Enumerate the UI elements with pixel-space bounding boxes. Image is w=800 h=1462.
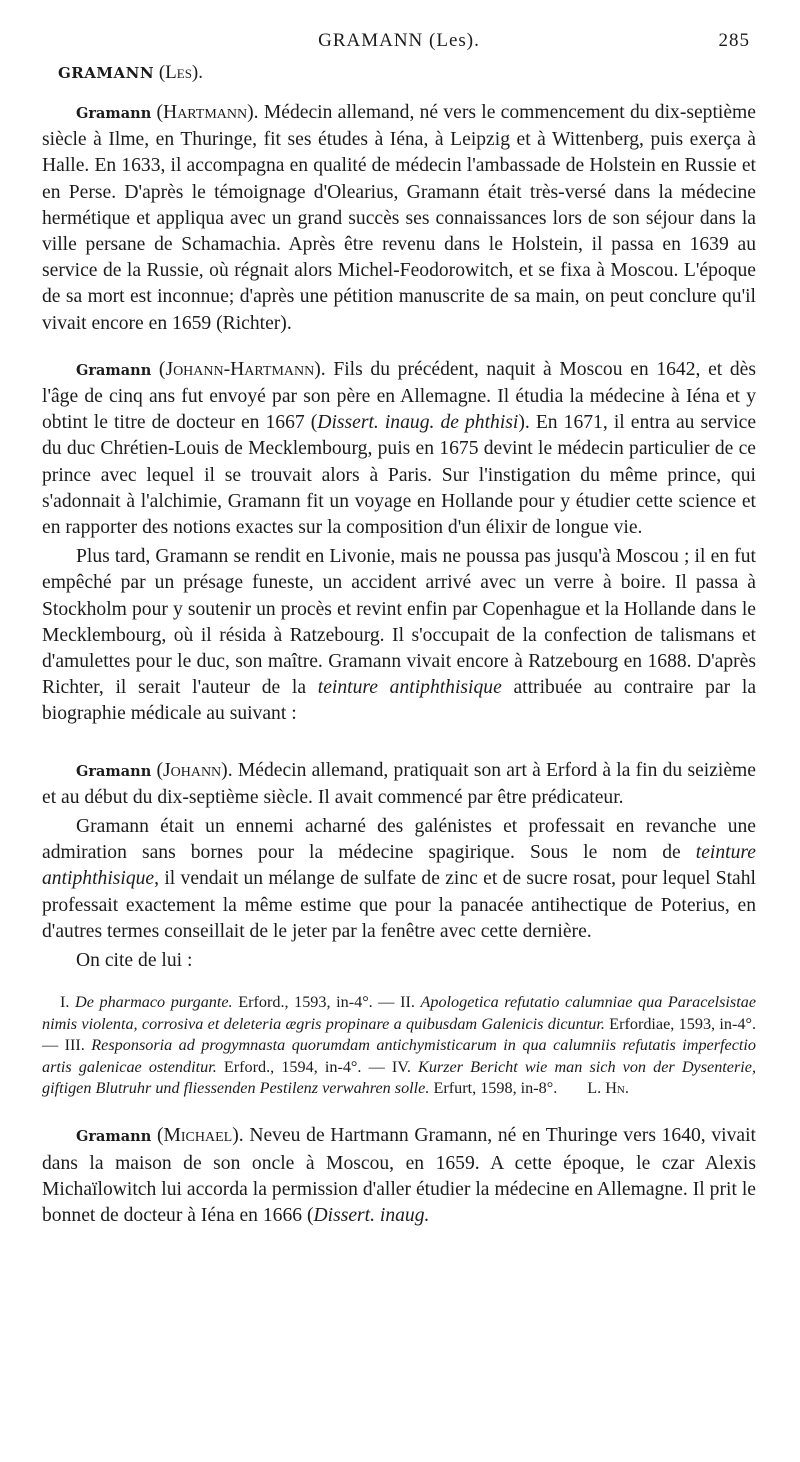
- entry-text: Médecin allemand, pratiquait son art à Erford à la fin du seizième et au début du dix-septième siècle. Il avait commencé par être prédicateur.: [42, 759, 756, 808]
- bib-title: Kurzer Bericht wie man sich von der Dysenterie, giftigen Blutruhr und fliessenden Pestilenz verwahren solle.: [42, 1057, 756, 1097]
- bib-title: De pharmaco purgante.: [75, 993, 233, 1012]
- bibliography: [42, 992, 756, 1099]
- entry-johann: [42, 758, 756, 1100]
- bib-imprint: Erfordiae, 1593, in-4°. — III.: [42, 1014, 756, 1055]
- entry-hartmann: [42, 100, 756, 337]
- bib-imprint: Erfurt, 1598, in-8°.: [429, 1078, 558, 1097]
- entry-text: , il vendait un mélange de sulfate de zinc et de sucre rosat, pour lequel Stahl professait exactement la même estime que pour la panacée antihectique de Poterius, en d'autres termes conseillait de le jeter par la fenêtre avec cette dernière.: [42, 868, 756, 942]
- entry-text: Médecin allemand, né vers le commencement du dix-septième siècle à Ilme, en Thuringe, fit ses études à Iéna, à Leipzig et à Wittenberg, puis exerça à Halle. En 1633, il accompagna en qualité de médecin l'ambassade de Holstein en Russie et en Perse. D'après le témoignage d'Olearius, Gramann était très-versé dans la médecine hermétique et appliqua avec un grand succès ses connaissances lors de son séjour dans la ville persane de Schamachia. Après être revenu dans le Holstein, il passa en 1639 au service de la Russie, où régnait alors Michel-Feodorowitch, et se fixa à Moscou. L'époque de sa mort est inconnue; d'après une pétition manuscrite de sa main, on peut conclure qu'il vivait encore en 1659 (Richter).: [42, 102, 756, 334]
- entry-paragraph: [42, 357, 756, 541]
- running-title: GRAMANN (Les).: [318, 30, 480, 51]
- emphasis-term: teinture antiphthisique: [317, 677, 502, 699]
- author-signature: L. Hn.: [587, 1078, 629, 1097]
- emphasis-term: teinture antiphthisique: [42, 842, 756, 890]
- bib-imprint: Erford., 1593, in-4°. — II.: [232, 993, 421, 1012]
- section-headword: GRAMANN: [58, 64, 155, 82]
- entry-paragraph: [42, 758, 756, 811]
- entry-johann-hartmann: [42, 357, 756, 728]
- entry-paragraph: [42, 814, 756, 945]
- entry-paragraph: [42, 1123, 756, 1229]
- entry-michael: [42, 1123, 756, 1229]
- entry-headword: Gramann: [76, 762, 152, 780]
- entry-text: attribuée au contraire par la biographie médicale au suivant :: [42, 677, 757, 725]
- entry-paragraph: [42, 544, 756, 727]
- entry-text: Fils du précédent, naquit à Moscou en 1642, et dès l'âge de cinq ans fut envoyé par son père en Allemagne. Il étudia la médecine à Iéna et y obtint le titre de docteur en 1667 (: [42, 358, 756, 434]
- entry-forename: (Johann-Hartmann).: [158, 358, 326, 380]
- running-head: [42, 28, 756, 60]
- entry-forename: (Hartmann).: [156, 102, 259, 123]
- page-number: 285: [718, 30, 750, 51]
- citation-title: Dissert. inaug. de phthisi: [317, 412, 519, 434]
- citation-title: Dissert. inaug.: [313, 1204, 430, 1226]
- bib-imprint: Erford., 1594, in-4°. — IV.: [216, 1057, 419, 1076]
- entry-text: Neveu de Hartmann Gramann, né en Thuringe vers 1640, vivait dans la maison de son oncle à Moscou, en 1659. A cette époque, le czar Alexis Michaïlowitch lui accorda la permission d'aller étudier la médecine en Allemagne. Il prit le bonnet de docteur à Iéna en 1666 (: [42, 1125, 757, 1226]
- entry-paragraph: On cite de lui :: [76, 950, 193, 972]
- section-heading: [58, 60, 756, 86]
- bib-title: Apologetica refutatio calumniae qua Paracelsistae nimis violenta, corrosiva et deleteria ægris propinare a quibusdam Galenicis dicuntur.: [42, 993, 757, 1033]
- entry-paragraph: [42, 100, 756, 337]
- bib-number: I.: [60, 993, 76, 1012]
- entry-forename: (Johann).: [156, 759, 233, 781]
- entry-headword: Gramann: [76, 105, 152, 122]
- entry-text: Plus tard, Gramann se rendit en Livonie, mais ne poussa pas jusqu'à Moscou ; il en fut empêché par un présage funeste, un accident arrivé avec un verre à boire. Il passa à Stockholm pour y soutenir un procès et revint enfin par Copenhague et la Hollande dans le Mecklembourg, où il résida à Ratzebourg. Il s'occupait de la confection de talismans et d'amulettes pour le duc, son maître. Gramann vivait encore à Ratzebourg en 1688. D'après Richter, il serait l'auteur de la: [42, 546, 756, 699]
- entry-text: Gramann était un ennemi acharné des galénistes et professait en revanche une admiration sans bornes pour la médecine spagirique. Sous le nom de: [42, 816, 756, 864]
- entry-headword: Gramann: [76, 361, 152, 379]
- section-suffix: (Les).: [158, 62, 204, 83]
- entry-forename: (Michael).: [156, 1125, 244, 1147]
- entry-headword: Gramann: [76, 1128, 152, 1146]
- entry-text: ). En 1671, il entra au service du duc Chrétien-Louis de Mecklembourg, puis en 1675 devint le médecin particulier de ce prince avec lequel il se trouvait alors à Paris. Sur l'instigation du même prince, qui s'adonnait à l'alchimie, Gramann fit un voyage en Hollande pour y étudier cette science et en rapporter des notions exactes sur la composition d'un élixir de longue vie.: [42, 412, 757, 539]
- bib-title: Responsoria ad progymnasta quorumdam antichymisticarum in qua calumniis refutatis imperfectio artis galenicae ostenditur.: [42, 1036, 756, 1076]
